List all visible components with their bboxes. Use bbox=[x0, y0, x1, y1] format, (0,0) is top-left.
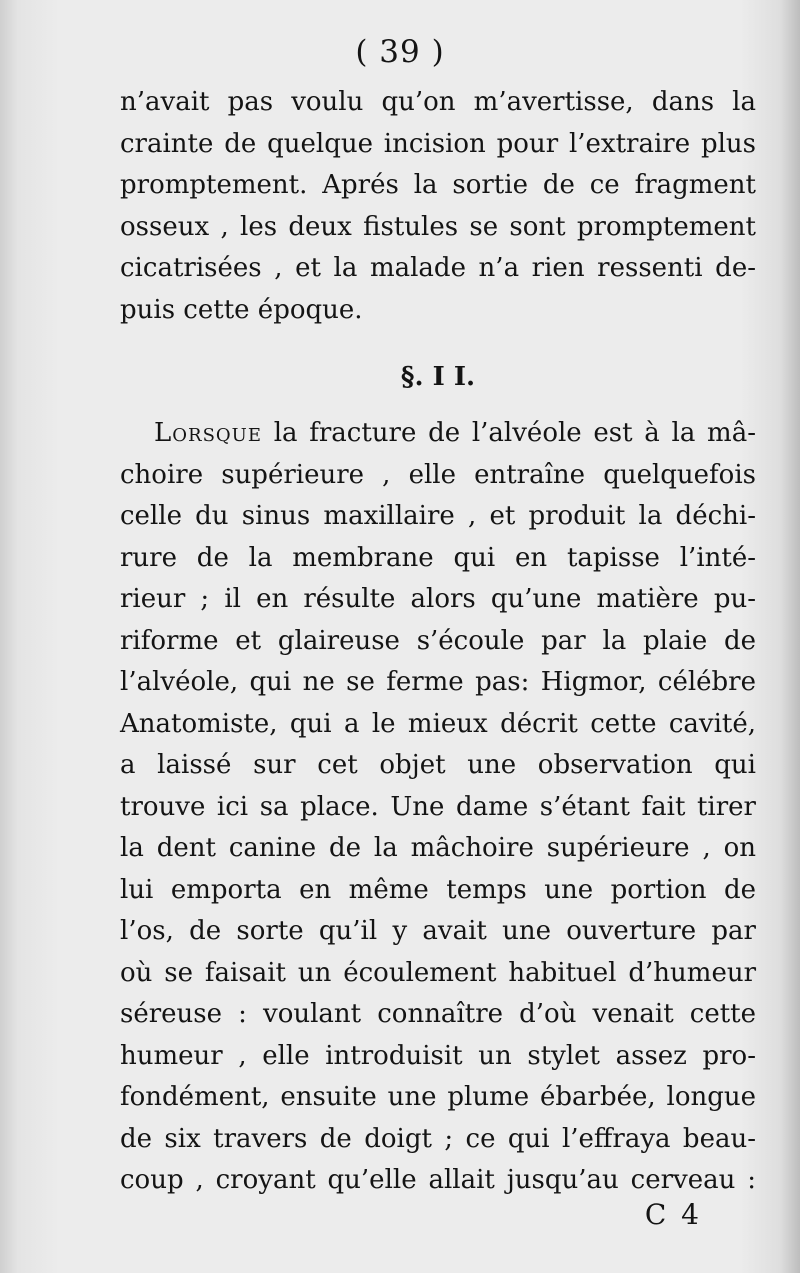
page-number: ( 39 ) bbox=[355, 34, 445, 70]
signature-mark: C 4 bbox=[644, 1198, 702, 1231]
first-line-rest: la fracture de l’alvéole est à la mâ- bbox=[261, 418, 756, 448]
text-line: humeur , elle introduisit un stylet assez pro- bbox=[120, 1040, 756, 1071]
text-line: Anatomiste, qui a le mieux décrit cette cavité, bbox=[120, 708, 756, 739]
section-heading: §. I I. bbox=[400, 362, 476, 392]
text-line: puis cette époque. bbox=[120, 294, 363, 325]
text-line-first bbox=[120, 413, 756, 455]
text-line: osseux , les deux fistules se sont promptement bbox=[120, 211, 756, 242]
text-line: l’os, de sorte qu’il y avait une ouverture par bbox=[120, 916, 756, 946]
text-line: promptement. Aprés la sortie de ce fragment bbox=[120, 170, 756, 200]
paragraph-1 bbox=[120, 82, 756, 331]
text-line: l’alvéole, qui ne se ferme pas: Higmor, célébre bbox=[120, 667, 756, 697]
text-line: n’avait pas voulu qu’on m’avertisse, dans la bbox=[120, 87, 756, 117]
text-line: cicatrisées , et la malade n’a rien ressenti de- bbox=[120, 253, 756, 283]
text-line: lui emporta en même temps une portion de bbox=[120, 874, 756, 905]
text-line: riforme et glaireuse s’écoule par la plaie de bbox=[120, 625, 756, 656]
text-line: crainte de quelque incision pour l’extraire plus bbox=[120, 128, 756, 159]
text-line: rure de la membrane qui en tapisse l’inté- bbox=[120, 542, 756, 573]
text-line: a laissé sur cet objet une observation qui bbox=[120, 750, 756, 780]
text-line: la dent canine de la mâchoire supérieure , on bbox=[120, 833, 756, 863]
text-line: de six travers de doigt ; ce qui l’effraya beau- bbox=[120, 1123, 756, 1154]
body-text bbox=[120, 82, 756, 1202]
text-line: fondément, ensuite une plume ébarbée, longue bbox=[120, 1082, 756, 1112]
text-line: celle du sinus maxillaire , et produit la déchi- bbox=[120, 501, 756, 531]
paragraph-2 bbox=[120, 413, 756, 1202]
text-line: où se faisait un écoulement habituel d’humeur bbox=[120, 957, 756, 988]
text-line: trouve ici sa place. Une dame s’étant fait tirer bbox=[120, 791, 756, 822]
lead-word: Lorsque bbox=[154, 418, 262, 448]
text-line: coup , croyant qu’elle allait jusqu’au cerveau : bbox=[120, 1165, 756, 1195]
text-line: rieur ; il en résulte alors qu’une matière pu- bbox=[120, 584, 756, 614]
text-line: choire supérieure , elle entraîne quelquefois bbox=[120, 459, 756, 490]
text-line: séreuse : voulant connaître d’où venait cette bbox=[120, 999, 756, 1029]
